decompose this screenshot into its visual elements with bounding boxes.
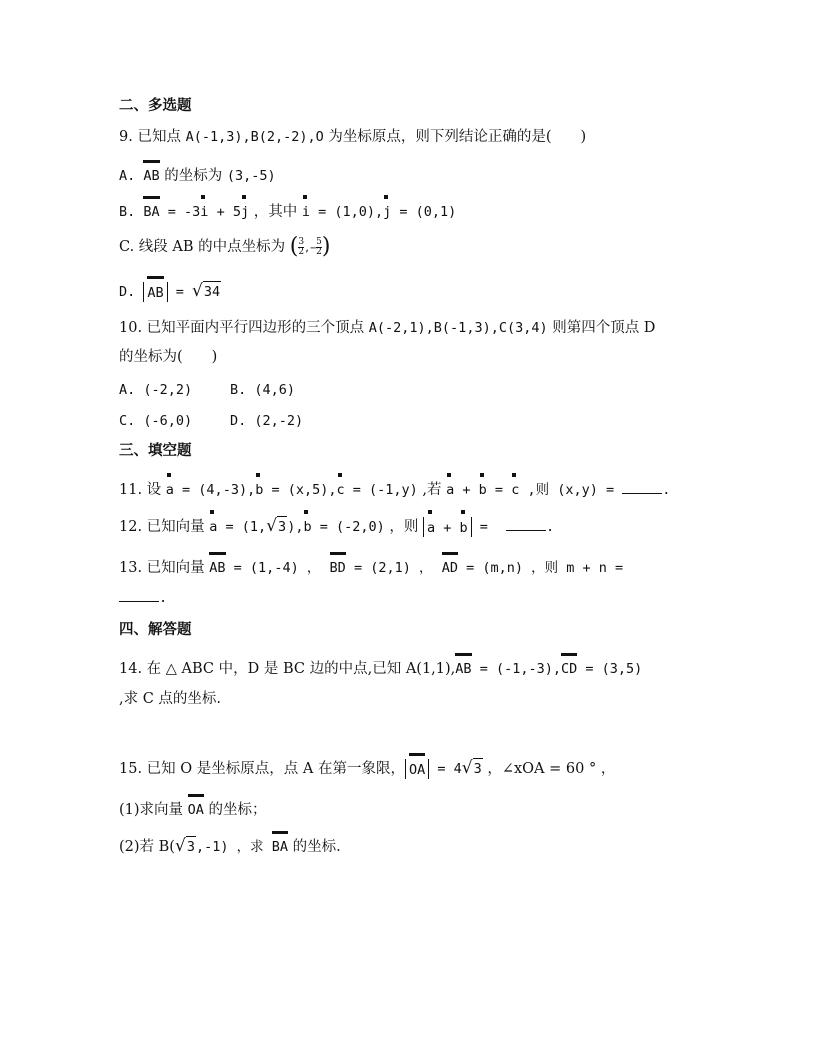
question-10-line-1 (119, 318, 655, 338)
vector-i: i (200, 204, 209, 220)
radical-sign: √ (461, 758, 473, 778)
q9-b-eq: = -3 (159, 204, 201, 220)
abs-a-plus-b (423, 517, 472, 537)
q9-stem-points: A(-1,3),B(2,-2),O (185, 129, 324, 145)
vector-a: a (209, 519, 218, 535)
q12-aval-pre: = (1, (217, 519, 267, 535)
q15-p2-suffix: 的坐标. (288, 839, 341, 855)
section-heading-multi-choice: 二、多选题 (119, 98, 192, 114)
q12-aval-post: ), (287, 519, 304, 535)
q14-prefix: 14. 在 △ ABC 中，D 是 BC 边的中点,已知 A(1,1), (119, 661, 456, 677)
q11-cval: = (-1,y) (344, 482, 418, 498)
q11-aval: = (4,-3), (173, 482, 256, 498)
q12-prefix: 12. 已知向量 (119, 519, 210, 535)
vector-ab: AB (143, 168, 160, 184)
question-15-stem (119, 758, 615, 779)
q12-mid: ，则 (384, 519, 423, 535)
q9-d-eq: = (167, 284, 193, 300)
vector-b: b (303, 519, 312, 535)
answer-blank (119, 601, 159, 602)
q9-b-text: ，其中 (249, 204, 302, 220)
abs-oa (405, 759, 429, 779)
q9-b-jval: = (0,1) (391, 204, 457, 220)
vector-bd: BD (329, 560, 346, 576)
q9-a-text: 的坐标为 (159, 168, 227, 184)
q14-cdval: = (3,5) (577, 661, 643, 677)
radicand: 3 (473, 758, 483, 779)
vector-ab: AB (209, 560, 226, 576)
vector-cd: CD (560, 661, 578, 677)
vector-a: a (165, 482, 174, 498)
q9-b-label: B. (119, 204, 144, 220)
vector-b: b (478, 482, 487, 498)
radical-sign: √ (192, 281, 203, 301)
vector-j: j (240, 204, 250, 220)
radical-sign: √ (266, 516, 278, 536)
abs-ab (143, 282, 167, 302)
frac-num: 5 (316, 236, 322, 247)
q11-plus: + (454, 482, 479, 498)
q15-p1-prefix: (1)求向量 (119, 802, 188, 818)
left-paren: ( (289, 234, 299, 259)
vector-c: c (511, 482, 520, 498)
q9-d-label: D. (119, 284, 144, 300)
answer-blank (622, 493, 662, 494)
question-9-stem (119, 127, 586, 147)
q13-abval: = (1,-4) ， (225, 560, 321, 576)
q9-option-d (119, 281, 221, 302)
q15-prefix: 15. 已知 O 是坐标原点，点 A 在第一象限， (119, 761, 405, 777)
q9-c-label: C. 线段 AB 的中点坐标为 (119, 239, 290, 255)
radical-sign: √ (174, 836, 186, 856)
vector-ba: BA (143, 204, 160, 220)
q13-bdval: = (2,1) ， (345, 560, 433, 576)
q13-answer-line: . (119, 588, 167, 608)
q10-option-c: C. (-6,0) (119, 413, 193, 429)
section-heading-fill-blank: 三、填空题 (119, 443, 192, 459)
frac-num: 3 (298, 236, 305, 247)
question-10-line-2: 的坐标为( ) (119, 349, 218, 365)
q9-b-ival: = (1,0), (309, 204, 384, 220)
vector-b: b (255, 482, 264, 498)
q15-eq: = 4 (429, 761, 462, 777)
q12-bval: = (-2,0) (311, 519, 385, 535)
q13-prefix: 13. 已知向量 (119, 560, 210, 576)
radicand: 3 (277, 516, 287, 537)
q15-p2-mid: ,-1) ，求 (195, 839, 272, 855)
vector-c: c (336, 482, 345, 498)
q15-angle: ，∠xOA = 60 ° ， (482, 761, 616, 777)
q15-p2-prefix: (2)若 B( (119, 839, 175, 855)
frac-den: 2 (298, 246, 305, 257)
q9-option-c (119, 234, 331, 259)
q13-adval: = (m,n) ，则 m + n = (457, 560, 624, 576)
q10-suffix: 则第四个顶点 D (547, 320, 656, 336)
q10-option-d: D. (2,-2) (230, 413, 304, 429)
q9-b-plus: + 5 (208, 204, 241, 220)
q10-points: A(-2,1),B(-1,3),C(3,4) (368, 320, 548, 336)
q9-c-sep: ,− (304, 243, 317, 254)
q11-eq: = (486, 482, 512, 498)
question-13 (119, 558, 623, 578)
sqrt-34 (192, 281, 221, 302)
q15-part-1 (119, 800, 267, 820)
radicand: 3 (186, 836, 196, 857)
vector-ab: AB (455, 661, 472, 677)
q15-p1-suffix: 的坐标； (203, 802, 267, 818)
q9-a-value: (3,-5) (226, 168, 276, 184)
q12-eq: = (471, 519, 497, 535)
q14-abval: = (-1,-3), (471, 661, 561, 677)
frac-den: 2 (316, 246, 322, 257)
question-14-line-2: ,求 C 点的坐标. (119, 691, 222, 707)
question-14-line-1 (119, 659, 642, 679)
q9-stem-suffix: 为坐标原点，则下列结论正确的是( ) (323, 129, 587, 145)
vector-ba: BA (271, 839, 288, 855)
vector-a: a (446, 482, 455, 498)
sqrt-3 (462, 758, 483, 779)
vector-j-2: j (383, 204, 392, 220)
vector-ab: AB (147, 282, 163, 304)
vector-oa: OA (187, 802, 204, 818)
question-11: 11. 设 a = (4,-3),b = (x,5),c = (-1,y) ,若 a + b = c ,则 (x,y) = . (119, 482, 671, 498)
q9-option-a (119, 166, 276, 186)
answer-blank (506, 530, 546, 531)
q9-option-b (119, 202, 456, 222)
q12-plus: + (435, 520, 460, 536)
right-paren: ) (321, 234, 331, 259)
sqrt-3 (175, 836, 196, 857)
q10-prefix: 10. 已知平面内平行四边形的三个顶点 (119, 320, 369, 336)
q11-suffix: ,则 (x,y) = (519, 482, 623, 498)
vector-oa: OA (409, 759, 425, 781)
vector-a: a (427, 517, 435, 539)
vector-ad: AD (441, 560, 458, 576)
q9-stem-prefix: 9. 已知点 (119, 129, 186, 145)
radicand: 34 (203, 281, 221, 302)
q11-bval: = (x,5), (263, 482, 337, 498)
q10-option-a: A. (-2,2) (119, 382, 193, 398)
vector-i-2: i (301, 204, 310, 220)
section-heading-answer: 四、解答题 (119, 622, 192, 638)
q11-prefix: 11. 设 (119, 482, 166, 498)
q15-part-2 (119, 836, 341, 857)
question-12: 12. 已知向量 a = (1,√3),b = (-2,0) ，则 a + b = . (119, 516, 554, 537)
sqrt-3 (266, 516, 287, 537)
q11-mid: ,若 (417, 482, 447, 498)
vector-b: b (460, 517, 468, 539)
q10-option-b: B. (4,6) (230, 382, 296, 398)
q9-a-label: A. (119, 168, 144, 184)
